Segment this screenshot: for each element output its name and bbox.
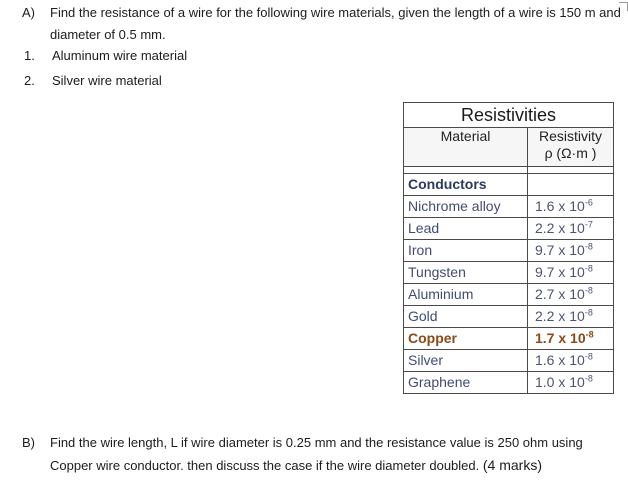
material-cell: Lead (404, 218, 528, 240)
category-empty-cell (528, 174, 614, 196)
table-row (404, 240, 614, 262)
resistivity-header-line1: Resistivity (538, 128, 602, 144)
table-title-row (404, 103, 614, 128)
resistivity-mantissa: 9.7 x 10 (535, 264, 585, 280)
material-cell: Nichrome alloy (404, 196, 528, 218)
question-a-text: Find the resistance of a wire for the following wire materials, given the length of a wire is 150 m and diameter of 0.5 mm. (50, 5, 621, 42)
resistivity-mantissa: 1.7 x 10 (535, 330, 586, 346)
table-row (404, 196, 614, 218)
material-cell: Copper (404, 328, 528, 350)
list-item-number: 2. (24, 73, 35, 88)
list-item-text: Silver wire material (52, 73, 162, 88)
table-title: Resistivities (404, 103, 614, 128)
table-row (404, 372, 614, 394)
table-row (404, 284, 614, 306)
resistivity-mantissa: 2.2 x 10 (535, 308, 585, 324)
question-b-text: Find the wire length, L if wire diameter is 0.25 mm and the resistance value is 250 ohm using Copper wire conductor. then discuss the case if the wire diameter doubled. (50, 435, 583, 473)
resistivity-cell (528, 350, 614, 372)
resistivity-cell (528, 284, 614, 306)
resistivity-exponent: -8 (585, 329, 594, 340)
question-b (22, 432, 622, 477)
question-b-marks: (4 marks) (482, 457, 542, 473)
table-row (404, 306, 614, 328)
resistivity-exponent: -8 (584, 373, 593, 384)
material-cell: Graphene (404, 372, 528, 394)
table-spacer-row (404, 167, 614, 174)
resistivity-cell (528, 240, 614, 262)
column-header-material: Material (404, 128, 528, 167)
resistivity-exponent: -8 (584, 241, 593, 252)
list-item-text: Aluminum wire material (52, 48, 188, 63)
resistivity-exponent: -7 (584, 219, 593, 230)
resistivity-cell (528, 262, 614, 284)
list-item (24, 46, 187, 66)
resistivity-cell (528, 328, 614, 350)
question-a-label: A) (22, 5, 35, 20)
resistivity-mantissa: 9.7 x 10 (535, 242, 585, 258)
category-label: Conductors (404, 174, 528, 196)
resistivity-exponent: -8 (584, 307, 593, 318)
list-item-number: 1. (24, 48, 35, 63)
table-row-category (404, 174, 614, 196)
resistivity-mantissa: 1.0 x 10 (535, 374, 585, 390)
question-b-label: B) (22, 435, 35, 450)
list-item (24, 71, 162, 91)
material-cell: Tungsten (404, 262, 528, 284)
resistivity-exponent: -8 (584, 285, 593, 296)
question-a (22, 2, 622, 46)
material-cell: Iron (404, 240, 528, 262)
table-header-row (404, 128, 614, 167)
question-b-body (50, 432, 622, 477)
table-row (404, 328, 614, 350)
table-body (404, 196, 614, 394)
table-row (404, 218, 614, 240)
resistivity-exponent: -8 (584, 263, 593, 274)
resistivities-table (403, 102, 614, 394)
material-cell: Gold (404, 306, 528, 328)
table-row (404, 262, 614, 284)
resistivity-mantissa: 2.2 x 10 (535, 220, 585, 236)
resistivity-cell (528, 218, 614, 240)
resistivity-cell (528, 306, 614, 328)
resistivity-cell (528, 372, 614, 394)
resistivity-mantissa: 1.6 x 10 (535, 198, 585, 214)
resistivity-cell (528, 196, 614, 218)
resistivity-header-line2: ρ (Ω·m ) (544, 145, 597, 161)
column-header-resistivity (528, 128, 614, 167)
material-cell: Aluminium (404, 284, 528, 306)
resistivity-mantissa: 1.6 x 10 (535, 352, 585, 368)
resistivity-exponent: -6 (584, 197, 593, 208)
table-row (404, 350, 614, 372)
resistivity-exponent: -8 (584, 351, 593, 362)
material-cell: Silver (404, 350, 528, 372)
resistivity-mantissa: 2.7 x 10 (535, 286, 585, 302)
